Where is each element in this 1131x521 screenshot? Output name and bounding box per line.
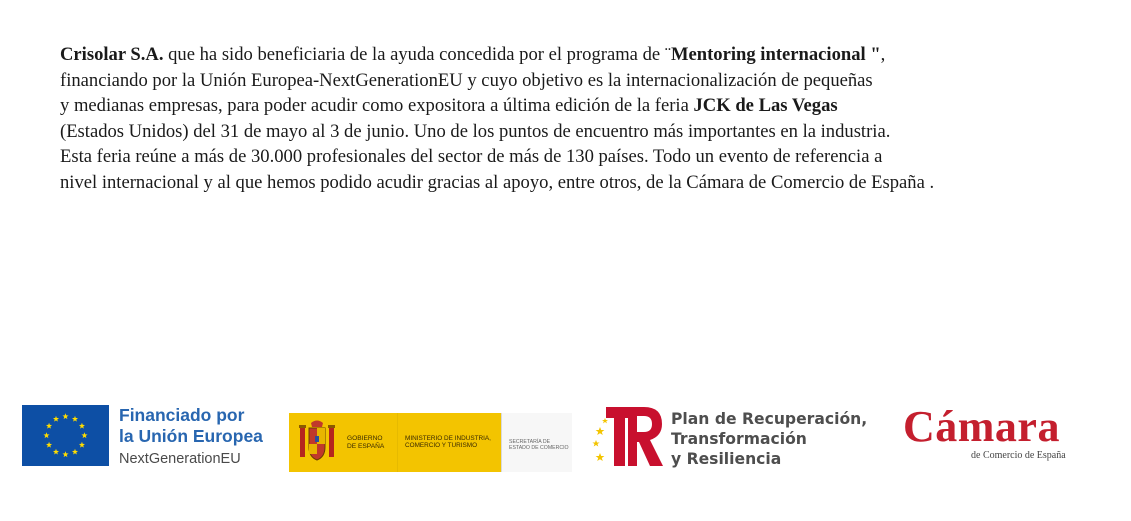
coat-of-arms-icon bbox=[298, 419, 336, 466]
eu-line-3: NextGenerationEU bbox=[119, 451, 241, 467]
fair-name: JCK de Las Vegas bbox=[693, 95, 838, 117]
sponsor-logos bbox=[0, 398, 1131, 488]
eu-flag-icon bbox=[22, 405, 109, 466]
tr-mark-icon bbox=[592, 404, 667, 470]
paragraph-line-1: Crisolar S.A. que ha sido beneficiaria de la ayuda concedida por el programa de ¨Mentoring internacional ", bbox=[60, 44, 886, 65]
camara-comercio-logo bbox=[903, 402, 1088, 468]
program-name: Mentoring internacional " bbox=[670, 44, 881, 65]
secretaria-panel bbox=[501, 413, 572, 472]
plan-recuperacion-logo bbox=[592, 404, 882, 470]
eu-line-2: la Unión Europea bbox=[119, 426, 263, 446]
ministerio-label: MINISTERIO DE INDUSTRIA, COMERCIO Y TURISMO bbox=[405, 435, 491, 450]
camara-wordmark: Cámara bbox=[903, 402, 1060, 451]
paragraph-line-2: financiando por la Unión Europea-NextGenerationEU y cuyo objetivo es la internacionalización de pequeñas bbox=[60, 69, 873, 91]
body-paragraph bbox=[60, 42, 1120, 196]
secretaria-label: SECRETARÍA DE ESTADO DE COMERCIO bbox=[509, 439, 569, 452]
eu-logo bbox=[22, 405, 282, 469]
paragraph-line-5: Esta feria reúne a más de 30.000 profesionales del sector de más de 130 países. Todo un evento de referencia a bbox=[60, 146, 883, 168]
camara-subtitle: de Comercio de España bbox=[971, 450, 1066, 461]
paragraph-line-3: y medianas empresas, para poder acudir como expositora a última edición de la feria JCK de Las Vegas bbox=[60, 95, 838, 117]
eu-line-1: Financiado por bbox=[119, 405, 245, 425]
gobierno-label: GOBIERNO DE ESPAÑA bbox=[347, 435, 385, 450]
gobierno-divider bbox=[397, 413, 398, 472]
company-name: Crisolar S.A. bbox=[60, 44, 164, 65]
prtr-line-3: y Resiliencia bbox=[671, 449, 782, 468]
prtr-line-2: Transformación bbox=[671, 429, 807, 448]
prtr-line-1: Plan de Recuperación, bbox=[671, 410, 868, 428]
paragraph-line-6: nivel internacional y al que hemos podido acudir gracias al apoyo, entre otros, de la Cámara de Comercio de España . bbox=[60, 171, 935, 193]
paragraph-line-4: (Estados Unidos) del 31 de mayo al 3 de junio. Uno de los puntos de encuentro más importantes en la industria. bbox=[60, 120, 891, 142]
gobierno-logo bbox=[289, 413, 572, 472]
